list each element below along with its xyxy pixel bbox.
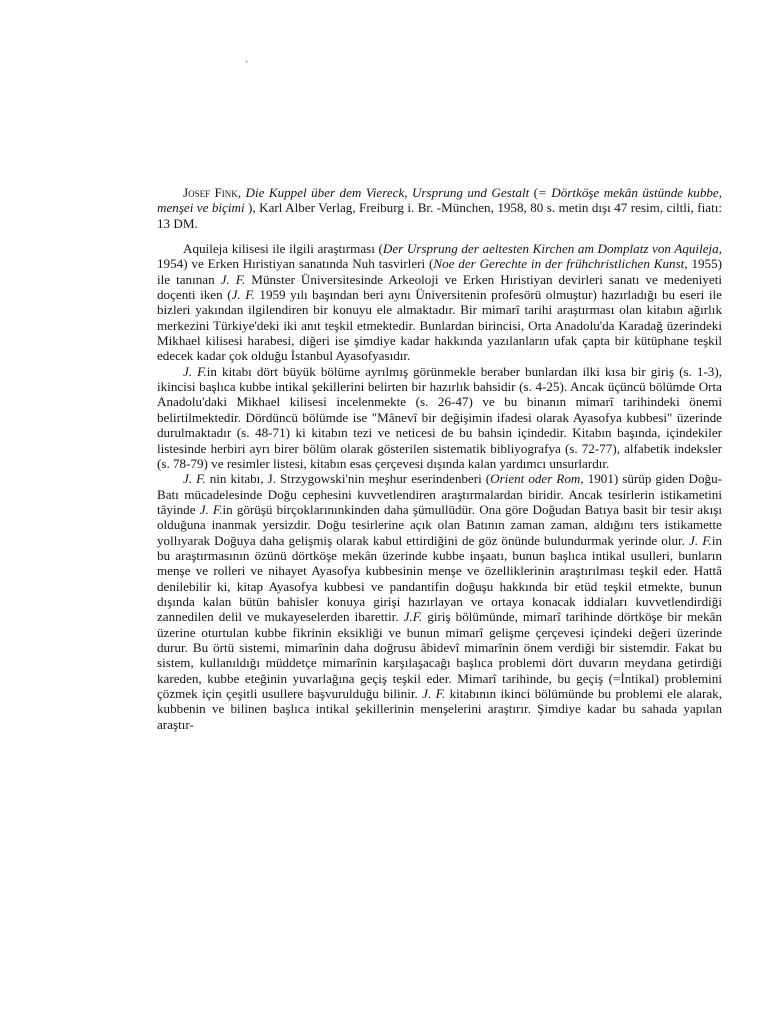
paragraph-1: Aquileja kilisesi ile ilgili araştırması (Der Ursprung der aeltesten Kirchen am Domplatz von Aquileja, 1954) ve Erken Hıristiyan sanatında Nuh tasvirleri (Noe der Gerechte in der frühchristlichen Kunst, 1955) ile tanınan J. F. Münster Üniversitesinde Arkeoloji ve Erken Hıristiyan devirleri sanatı ve medeniyeti doçenti iken (J. F. 1959 yılı başından beri aynı Üniversitenin profesörü olmuştur) hazırladığı bu eseri ile bizleri yakından ilgilendiren bir konuyu ele almaktadır. Bir mimarî tarihi araştırması olan kitabın ağırlık merkezini Türkiye'deki iki anıt teşkil etmektedir. Bunlardan birincisi, Orta Anadolu'da Karadağ üzerindeki Mikhael kilisesi harabesi, diğeri ise şimdiye kadar hakkında yazılanların ufak çapta bir kütüphane teşkil edecek kadar çok olduğu İstanbul Ayasofyasıdır. — [157, 241, 722, 364]
citation-title: Die Kuppel über dem Viereck, Ursprung und Gestalt — [245, 185, 530, 200]
citation-translation: = Dörtköşe mekân üstünde kubbe, menşei ve biçimi — [157, 185, 723, 216]
bibliographic-citation: Josef Fink, Die Kuppel über dem Viereck, Ursprung und Gestalt (= Dörtköşe mekân üstünde kubbe, menşei ve biçimi ), Karl Alber Verlag, Freiburg i. Br. -München, 1958, 80 s. metin dışı 47 resim, ciltli, fiatı: 13 DM. — [157, 185, 723, 231]
scan-speck — [245, 60, 248, 63]
paragraph-2: J. F.in kitabı dört büyük bölüme ayrılmış görünmekle beraber bunlardan ilki kısa bir giriş (s. 1-3), ikincisi başlıca kubbe intikal şekillerini belirten bir hazırlık bahsidir (s. 4-25). Ancak üçüncü bölümde Orta Anadolu'daki Mikhael kilisesi incelenmekte (s. 26-47) ve bu binanın mimarî tarihindeki önemi belirtilmektedir. Dördüncü bölümde ise "Mânevî bir değişimin ifadesi olarak Ayasofya kubbesi" üzerinde durulmaktadır (s. 48-71) ki kitabın tezi ve neticesi de bu bahsin içindedir. Kitabın başında, içindekiler listesinde herbiri ayrı birer bölüm olarak gösterilen sistematik bibliyografya (s. 72-77), alfabetik indeksler (s. 78-79) ve resimler listesi, kitabın esas çerçevesi dışında kalan yardımcı unsurlardır. — [157, 363, 722, 471]
review-page — [157, 185, 722, 732]
paragraph-3: J. F. nin kitabı, J. Strzygowski'nin meşhur eserindenberi (Orient oder Rom, 1901) sürüp giden Doğu-Batı mücadelesinde Doğu cephesini kuvvetlendiren araştırmalardan biridir. Ancak tesirlerin istikametini tâyinde J. F.in görüşü birçoklarınınkinden daha şümullüdür. Ona göre Doğudan Batıya basit bir tesir akışı olduğuna inanmak yersizdir. Doğu tesirlerine açık olan Batının zaman zaman, aldığını ters istikamette yollıyarak Doğuya daha gelişmiş olarak kabul ettirdiğini de göz önünde bulundurmak yerinde olur. J. F.in bu araştırmasının özünü dörtköşe mekân üzerinde kubbe inşaatı, bunun başlıca intikal usulleri, bunların menşe ve rolleri ve nihayet Ayasofya kubbesinin menşe ve özelliklerinin araştırılması teşkil eder. Hattâ denilebilir ki, kitap Ayasofya kubbesi ve pandantifin doğuşu hakkında bir etüd teşkil etmekte, bunun dışında kalan bütün bahisler konuya girişi hazırlayan ve ortaya konacak iddiaları kuvvetlendirdiği zannedilen delil ve mukayeselerden ibarettir. J.F. giriş bölümünde, mimarî tarihinde dörtköşe bir mekân üzerine oturtulan kubbe fikrinin eksikliği ve bunun mimarî gelişme çerçevesi içindeki değeri üzerinde durur. Bu örtü sistemi, mimarînin daha doğrusu âbidevî mimarînin önem verdiği bir sistemdir. Fakat bu sistem, kullanıldığı müddetçe mimarînin karşılaşacağı başlıca problemi dört duvarın meydana getirdiği kareden, kubbe eteğinin yuvarlağına geçiş teşkil eder. Mimarî tarihinde, bu geçiş (=İntikal) problemini çözmek için çeşitli usullere başvurulduğu bilinir. J. F. kitabının ikinci bölümünde bu problemi ele alarak, kubbenin ve bilinen başlıca intikal şekillerinin menşelerini araştırır. Şimdiye kadar bu sahada yapılan araştır- — [157, 471, 722, 732]
citation-details: ), Karl Alber Verlag, Freiburg i. Br. -München, 1958, 80 s. metin dışı 47 resim, ciltli, fiatı: 13 DM. — [157, 200, 722, 231]
citation-author: Josef Fink — [183, 185, 238, 200]
